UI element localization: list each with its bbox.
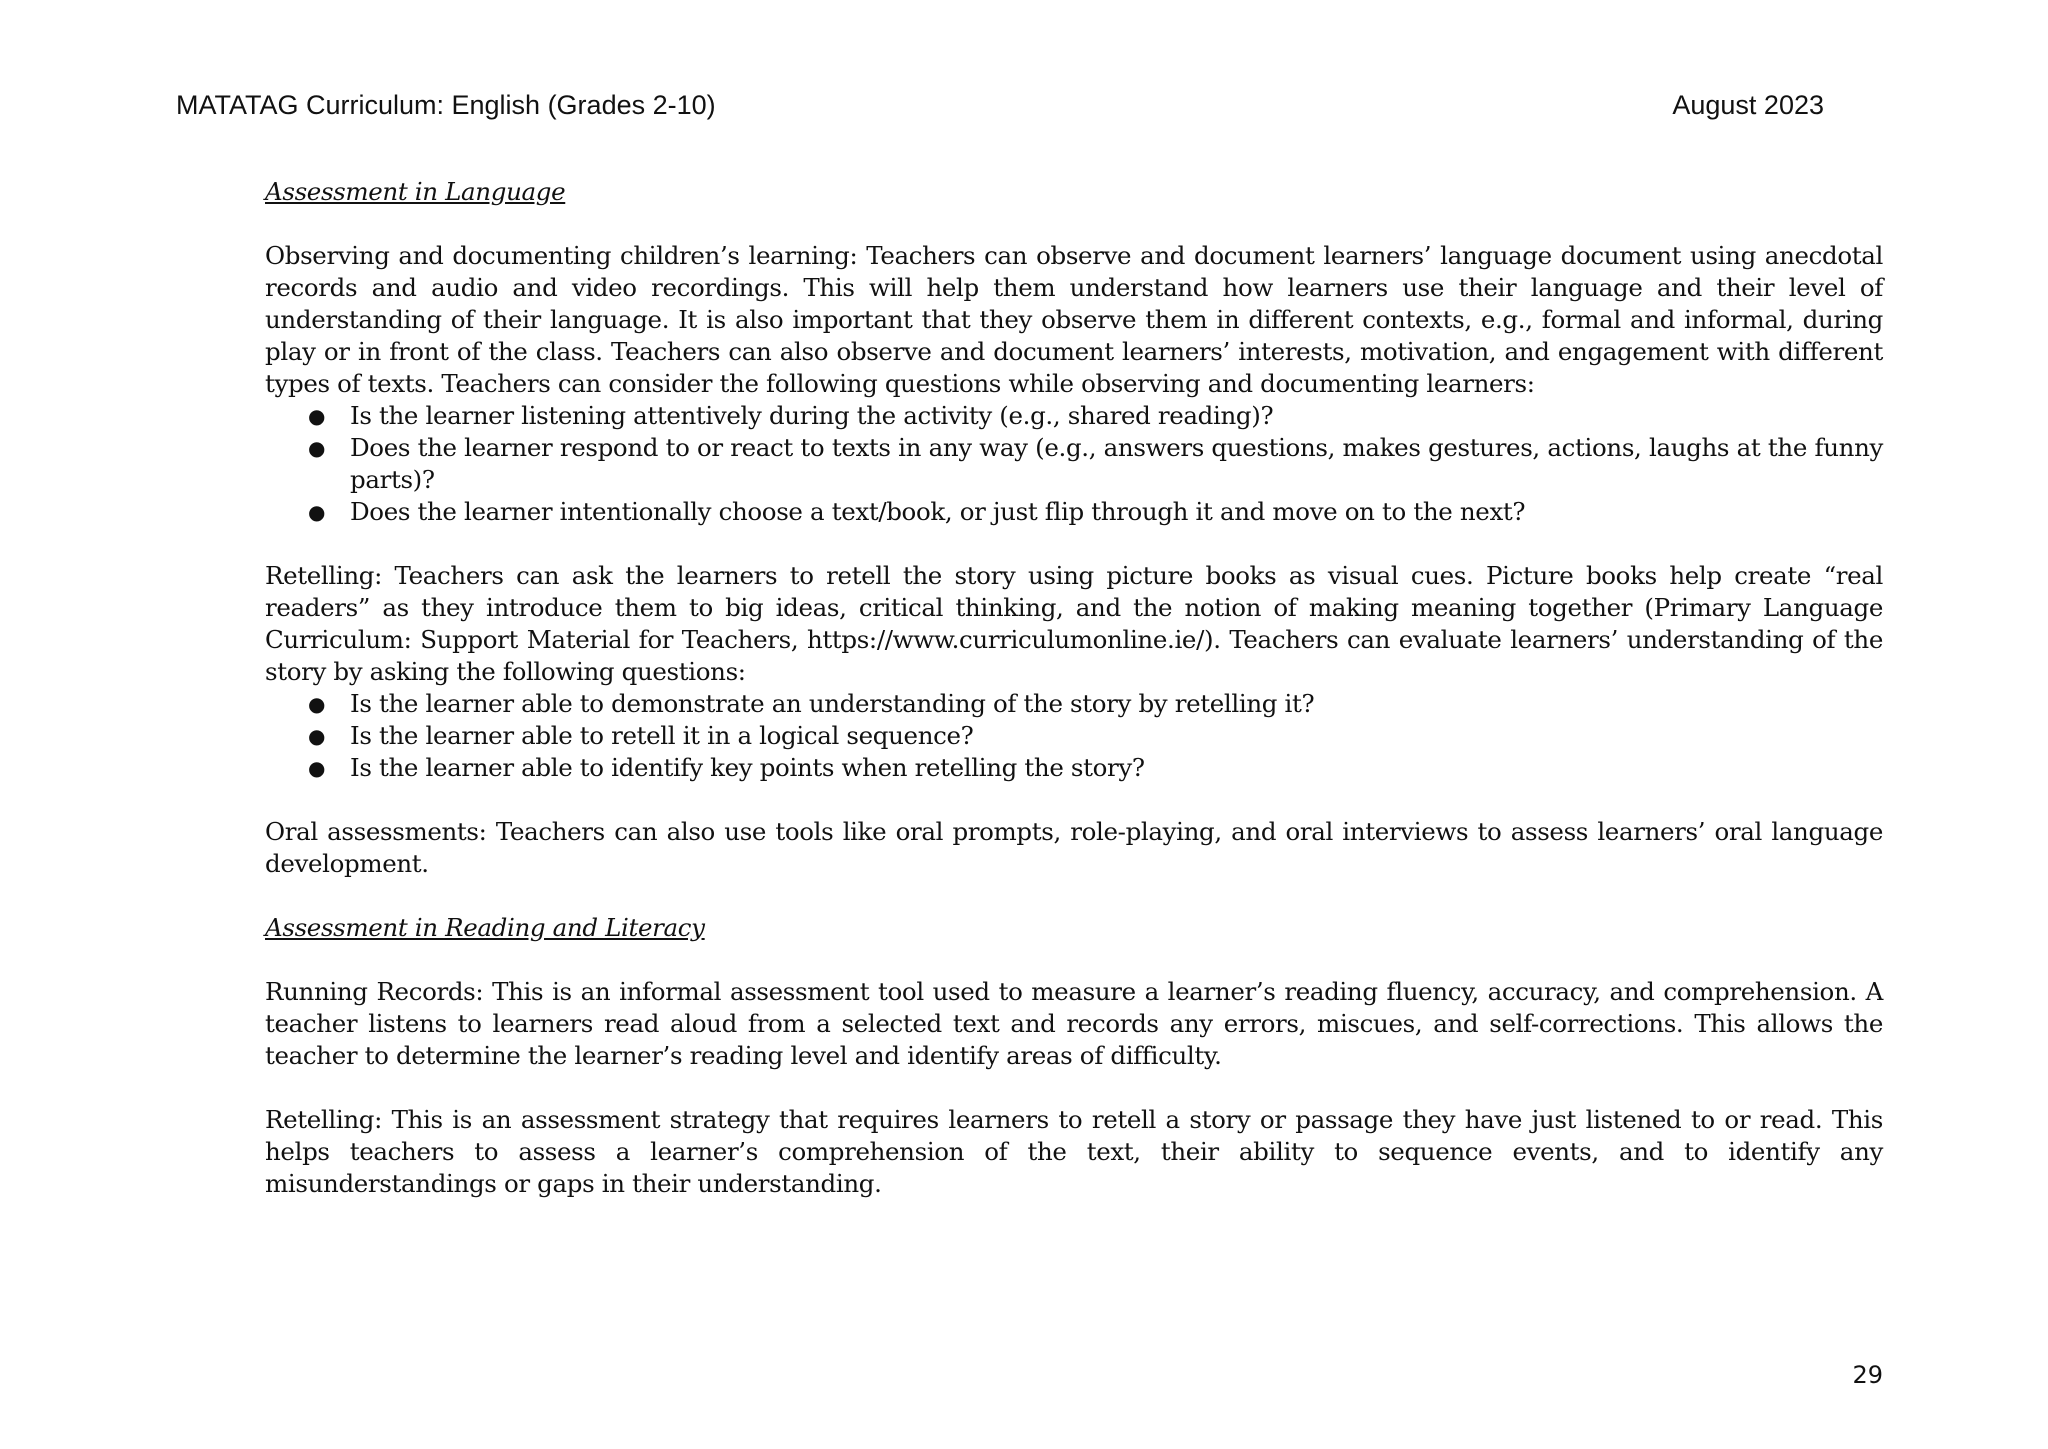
retelling-language-block <box>265 560 1883 784</box>
list-item-text: Does the learner respond to or react to texts in any way (e.g., answers questions, makes gestures, actions, laughs at the funny parts)? <box>350 433 1883 494</box>
list-item <box>265 688 1883 720</box>
retelling-language-paragraph: Retelling: Teachers can ask the learners to retell the story using picture books as visual cues. Picture books help create “real readers” as they introduce them to big ideas, critical thinking, and the notion of making meaning together (Primary Language Curriculum: Support Material for Teachers, https://www.curriculumonline.ie/). Teachers can evaluate learners’ understanding of the story by asking the following questions: <box>265 561 1883 686</box>
list-item-text: Does the learner intentionally choose a text/book, or just flip through it and move on to the next? <box>350 497 1526 526</box>
running-records-paragraph: Running Records: This is an informal assessment tool used to measure a learner’s reading fluency, accuracy, and comprehension. A teacher listens to learners read aloud from a selected text and records any errors, miscues, and self-corrections. This allows the teacher to determine the learner’s reading level and identify areas of difficulty. <box>265 977 1883 1070</box>
list-item <box>265 720 1883 752</box>
bullet-icon: ● <box>308 692 326 716</box>
bullet-icon: ● <box>308 756 326 780</box>
retelling-questions-list <box>265 688 1883 784</box>
section-heading-language: Assessment in Language <box>265 177 566 206</box>
page-number: 29 <box>1852 1361 1883 1389</box>
list-item <box>265 400 1883 432</box>
list-item <box>265 496 1883 528</box>
list-item <box>265 432 1883 496</box>
bullet-icon: ● <box>308 404 326 428</box>
list-item-text: Is the learner able to demonstrate an understanding of the story by retelling it? <box>350 689 1315 718</box>
bullet-icon: ● <box>308 500 326 524</box>
observing-paragraph: Observing and documenting children’s learning: Teachers can observe and document learners’ language document using anecdotal records and audio and video recordings. This will help them understand how learners use their language and their level of understanding of their language. It is also important that they observe them in different contexts, e.g., formal and informal, during play or in front of the class. Teachers can also observe and document learners’ interests, motivation, and engagement with different types of texts. Teachers can consider the following questions while observing and documenting learners: <box>265 241 1883 398</box>
oral-assessment-paragraph: Oral assessments: Teachers can also use tools like oral prompts, role-playing, and oral interviews to assess learners’ oral language development. <box>265 817 1883 878</box>
list-item-text: Is the learner able to identify key points when retelling the story? <box>350 753 1145 782</box>
document-header-title: MATATAG Curriculum: English (Grades 2-10) <box>176 90 716 120</box>
list-item <box>265 752 1883 784</box>
bullet-icon: ● <box>308 724 326 748</box>
retelling-reading-paragraph: Retelling: This is an assessment strategy that requires learners to retell a story or passage they have just listened to or read. This helps teachers to assess a learner’s comprehension of the text, their ability to sequence events, and to identify any misunderstandings or gaps in their understanding. <box>265 1105 1883 1198</box>
document-header-date: August 2023 <box>1672 90 1824 120</box>
oral-assessment-block <box>265 816 1883 880</box>
list-item-text: Is the learner able to retell it in a logical sequence? <box>350 721 974 750</box>
running-records-block <box>265 976 1883 1072</box>
section-heading-reading: Assessment in Reading and Literacy <box>265 913 705 942</box>
observing-block <box>265 240 1883 528</box>
page-content <box>265 176 1883 1232</box>
bullet-icon: ● <box>308 436 326 460</box>
observing-questions-list <box>265 400 1883 528</box>
list-item-text: Is the learner listening attentively during the activity (e.g., shared reading)? <box>350 401 1274 430</box>
retelling-reading-block <box>265 1104 1883 1200</box>
